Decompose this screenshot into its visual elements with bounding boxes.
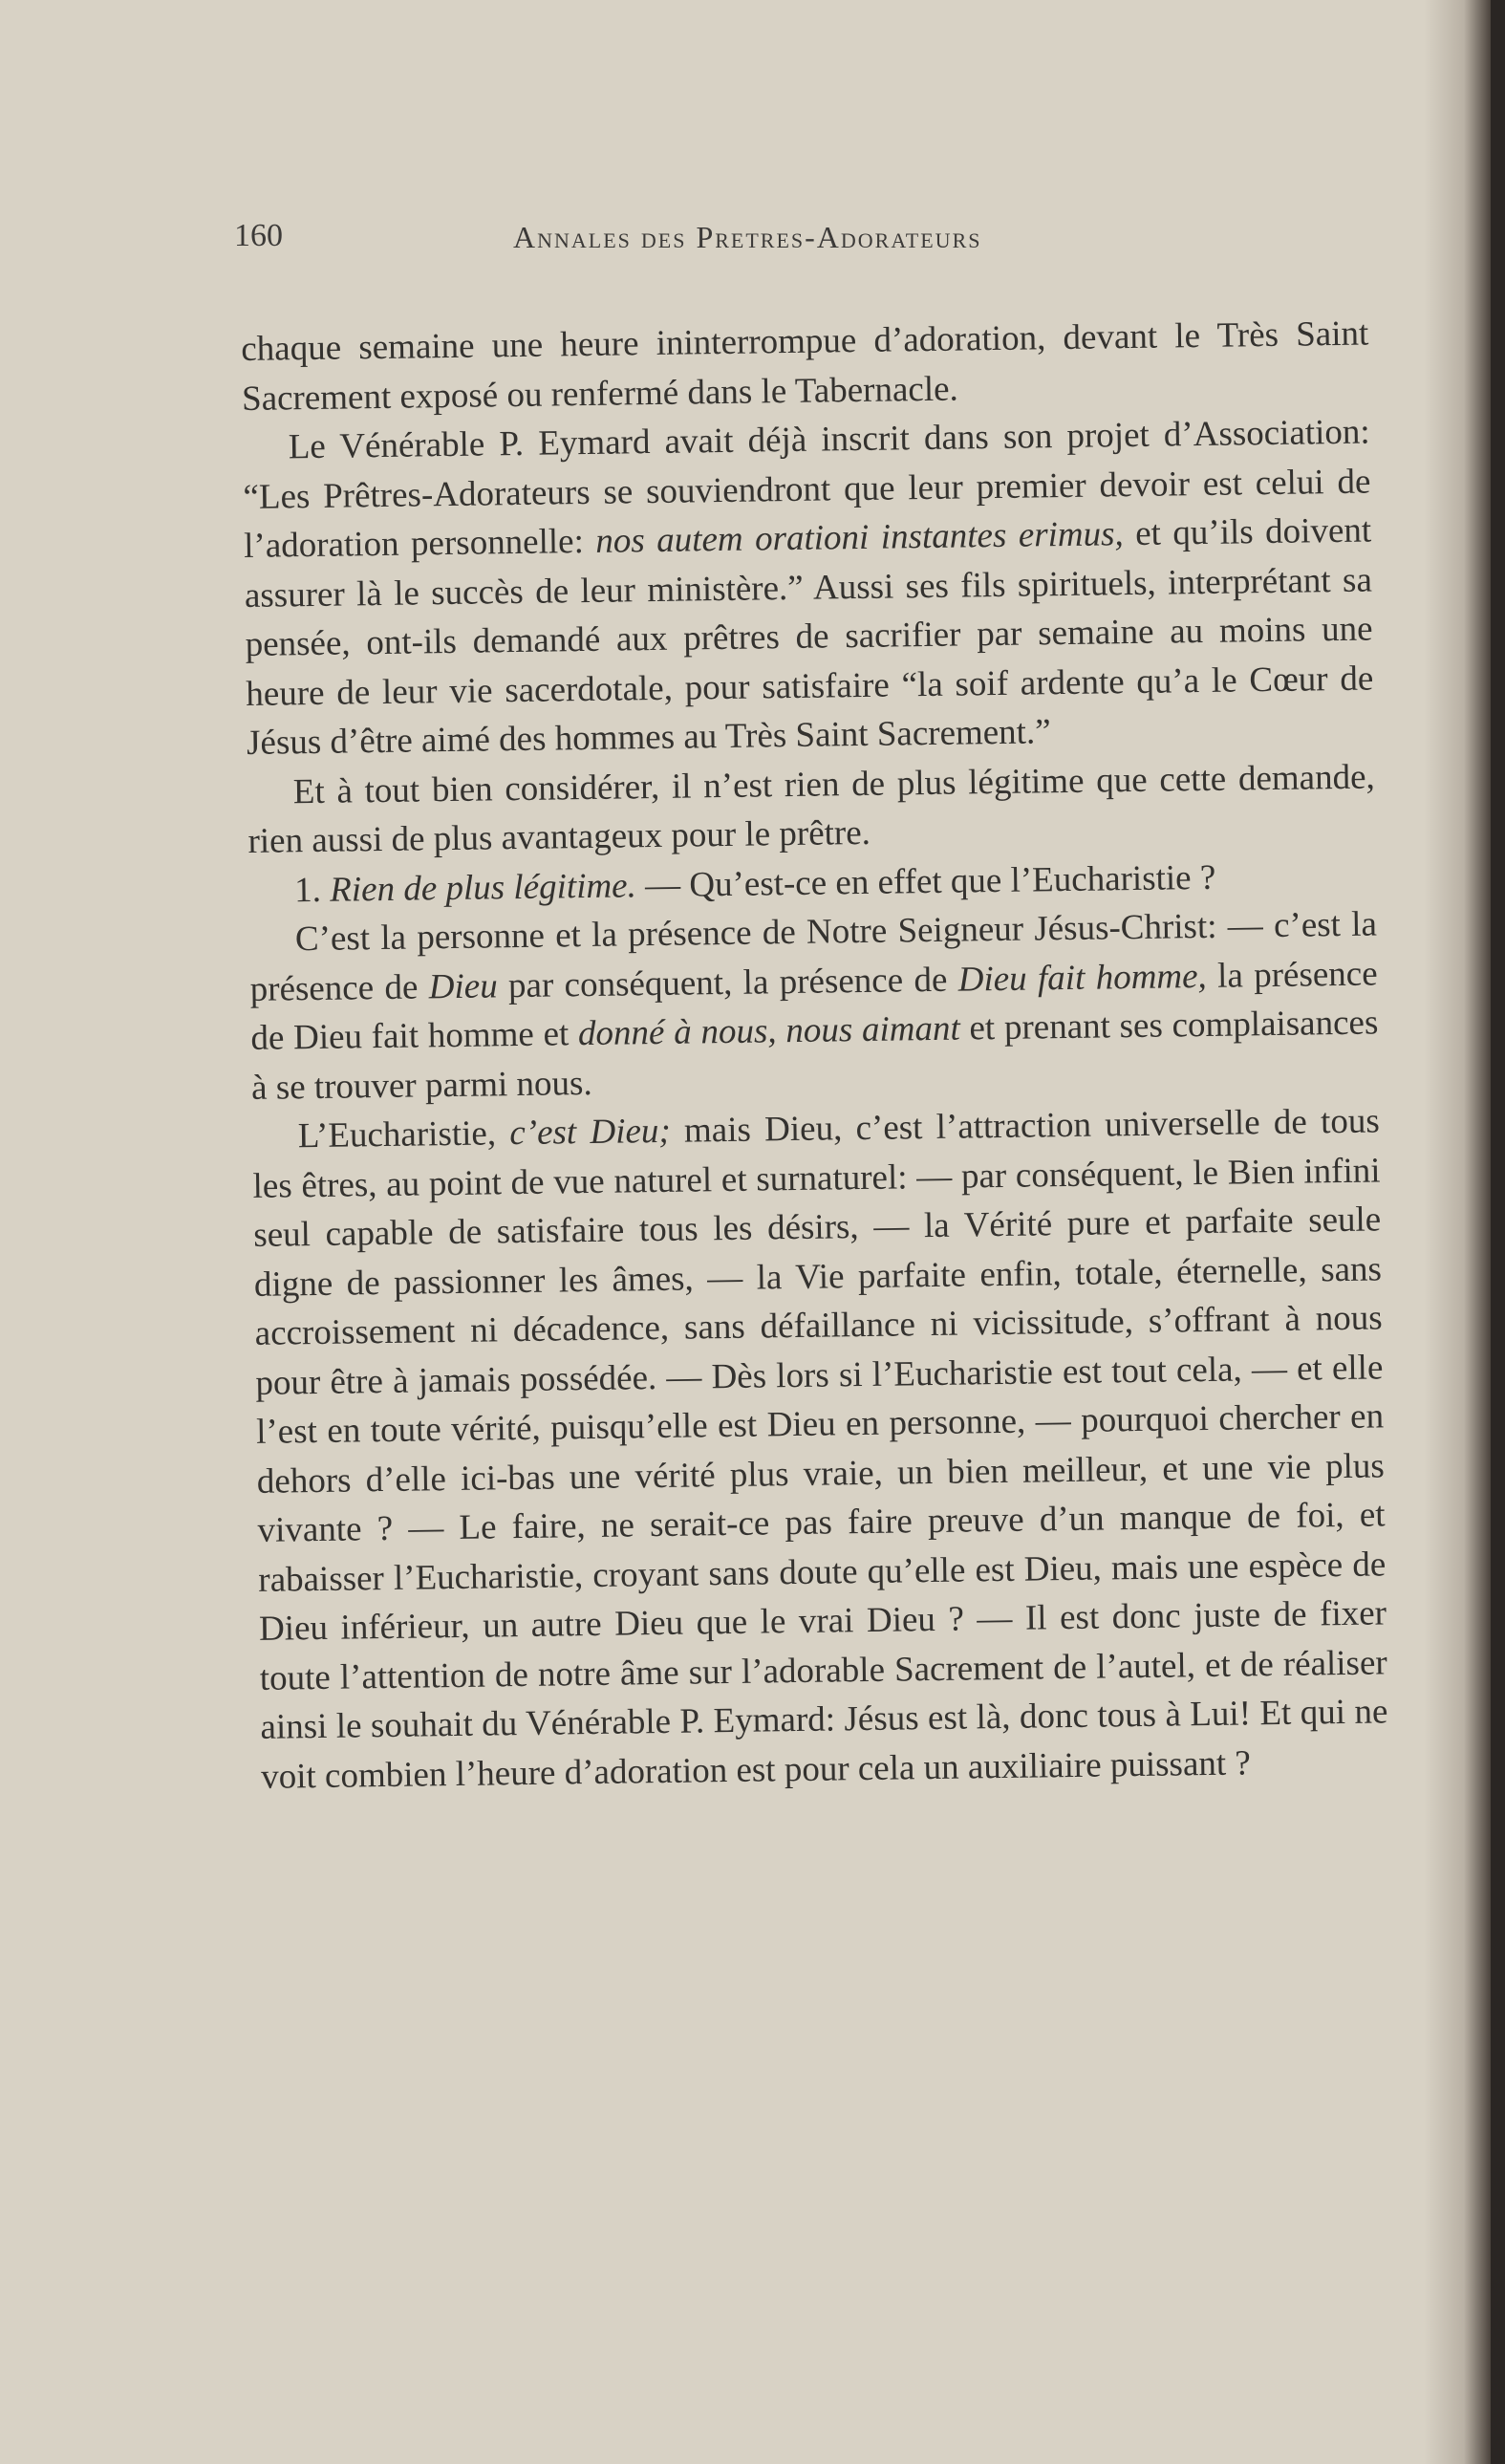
body-text: [241, 310, 1388, 1802]
paragraph-5-text-d: et prenant ses complaisances à se trouver parmi nous.: [250, 1003, 1379, 1108]
paragraph-6: [252, 1096, 1389, 1801]
paragraph-1: [241, 310, 1369, 423]
paragraph-2-text-a: Le Vénérable P. Eymard avait déjà inscrit dans son projet d’Association: “Les Prêtres-Adorateurs se souviendront que leur premier devoir est celui de l’adoration personnelle:: [243, 412, 1371, 566]
paragraph-5: [249, 899, 1380, 1112]
paragraph-6-text-b: mais Dieu, c’est l’attraction universelle de tous les êtres, au point de vue naturel et surnaturel: — par conséquent, le Bien infini seul capable de satisfaire tous les désirs, — la Vérité pure et parfaite seule digne de passionner les âmes, — la Vie parfaite enfin, totale, éternelle, sans accroissement ni décadence, sans défaillance ni vicissitude, s’offrant à nous pour être à jamais possédée. — Dès lors si l’Eucharistie est tout cela, — et elle l’est en toute vérité, puisqu’elle est Dieu en personne, — pourquoi chercher en dehors d’elle ici-bas une vérité plus vraie, un bien meilleur, et une vie plus vivante ? — Le faire, ne serait-ce pas faire preuve d’un manque de foi, et rabaisser l’Eucharistie, croyant sans doute qu’elle est Dieu, mais une espèce de Dieu inférieur, un autre Dieu que le vrai Dieu ? — Il est donc juste de fixer toute l’attention de notre âme sur l’adorable Sacrement de l’autel, et de réaliser ainsi le souhait du Vénérable P. Eymard: Jésus est là, donc tous à Lui! Et qui ne voit combien l’heure d’adoration est pour cela un auxiliaire puissant ?: [252, 1101, 1388, 1797]
paragraph-1-text: chaque semaine une heure ininterrompue d’adoration, devant le Très Saint Sacrement exposé ou renfermé dans le Tabernacle.: [241, 313, 1369, 419]
paragraph-5-italic-2: Dieu fait homme,: [957, 956, 1208, 1000]
paragraph-5-italic-1: Dieu: [428, 965, 498, 1006]
section-heading: Rien de plus légitime.: [329, 865, 637, 910]
paragraph-6-italic: c’est Dieu;: [509, 1111, 671, 1154]
binding-shadow: [1424, 0, 1491, 2464]
paragraph-3-text: Et à tout bien considérer, il n’est rien de plus légitime que cette demande, rien aussi de plus avantageux pour le prêtre.: [247, 756, 1375, 861]
page-number: 160: [234, 218, 283, 253]
section-number: 1.: [293, 870, 331, 910]
paragraph-6-text-a: L’Eucharistie,: [297, 1113, 510, 1156]
paragraph-2-text-b: et qu’ils doivent assurer là le succès de leur ministère.” Aussi ses fils spirituels, interprétant sa pensée, ont-ils demandé aux prêtres de sacrifier par semaine au moins une heure de leur vie sacerdotale, pour satisfaire “la soif ardente qu’a le Cœur de Jésus d’être aimé des hommes au Très Saint Sacrement.”: [244, 510, 1374, 763]
paragraph-3: [247, 752, 1375, 866]
paragraph-5-italic-3: donné à nous, nous aimant: [577, 1008, 961, 1054]
paragraph-2: [242, 408, 1374, 768]
paragraph-5-text-a: C’est la personne et la présence de Notre Seigneur Jésus-Christ: — c’est la présence de: [249, 904, 1378, 1009]
running-title: Annales des Pretres-Adorateurs: [513, 220, 982, 254]
paragraph-4-text: — Qu’est-ce en effet que l’Eucharistie ?: [635, 857, 1216, 905]
paragraph-5-text-b: par conséquent, la présence de: [497, 960, 958, 1005]
page-header: [234, 218, 1362, 266]
paragraph-5-text-c: la présence de Dieu fait homme et: [250, 953, 1378, 1058]
paragraph-2-latin-quote: nos autem orationi instantes erimus,: [595, 514, 1125, 561]
